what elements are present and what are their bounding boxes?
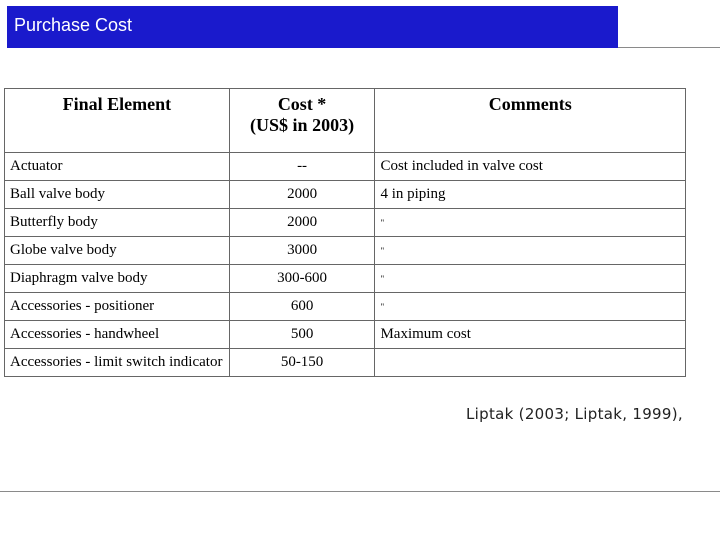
cell-comment-ditto: " [375, 265, 686, 293]
footer-divider [0, 491, 720, 492]
cell-cost: 50-150 [229, 349, 375, 377]
cell-comment: Cost included in valve cost [375, 153, 686, 181]
cell-comment [375, 349, 686, 377]
cell-comment-ditto: " [375, 237, 686, 265]
table-row [5, 321, 686, 349]
table-row [5, 265, 686, 293]
cell-cost: 3000 [229, 237, 375, 265]
table-row [5, 293, 686, 321]
cell-cost: 2000 [229, 209, 375, 237]
header-final-element: Final Element [5, 89, 230, 153]
cell-cost: -- [229, 153, 375, 181]
citation-text: Liptak (2003; Liptak, 1999), [466, 405, 683, 423]
table-row [5, 349, 686, 377]
cell-element: Ball valve body [5, 181, 230, 209]
table-row [5, 181, 686, 209]
table-header-row [5, 89, 686, 153]
header-cost [229, 89, 375, 153]
cell-element: Butterfly body [5, 209, 230, 237]
cell-element: Diaphragm valve body [5, 265, 230, 293]
cell-cost: 500 [229, 321, 375, 349]
title-bar [7, 6, 618, 48]
cell-comment: 4 in piping [375, 181, 686, 209]
table-row [5, 153, 686, 181]
cell-element: Globe valve body [5, 237, 230, 265]
cell-comment-ditto: " [375, 209, 686, 237]
cost-table [4, 88, 686, 377]
page-title: Purchase Cost [14, 15, 133, 35]
cell-comment-ditto: " [375, 293, 686, 321]
cell-cost: 300-600 [229, 265, 375, 293]
header-cost-line1: Cost * [277, 94, 327, 114]
cell-cost: 600 [229, 293, 375, 321]
table-row [5, 237, 686, 265]
cell-element: Accessories - positioner [5, 293, 230, 321]
cell-comment: Maximum cost [375, 321, 686, 349]
header-comments: Comments [375, 89, 686, 153]
cell-element: Actuator [5, 153, 230, 181]
cell-element: Accessories - handwheel [5, 321, 230, 349]
header-divider [618, 47, 720, 48]
cell-element: Accessories - limit switch indicator [5, 349, 230, 377]
table-row [5, 209, 686, 237]
cell-cost: 2000 [229, 181, 375, 209]
header-cost-line2: (US$ in 2003) [250, 115, 355, 135]
